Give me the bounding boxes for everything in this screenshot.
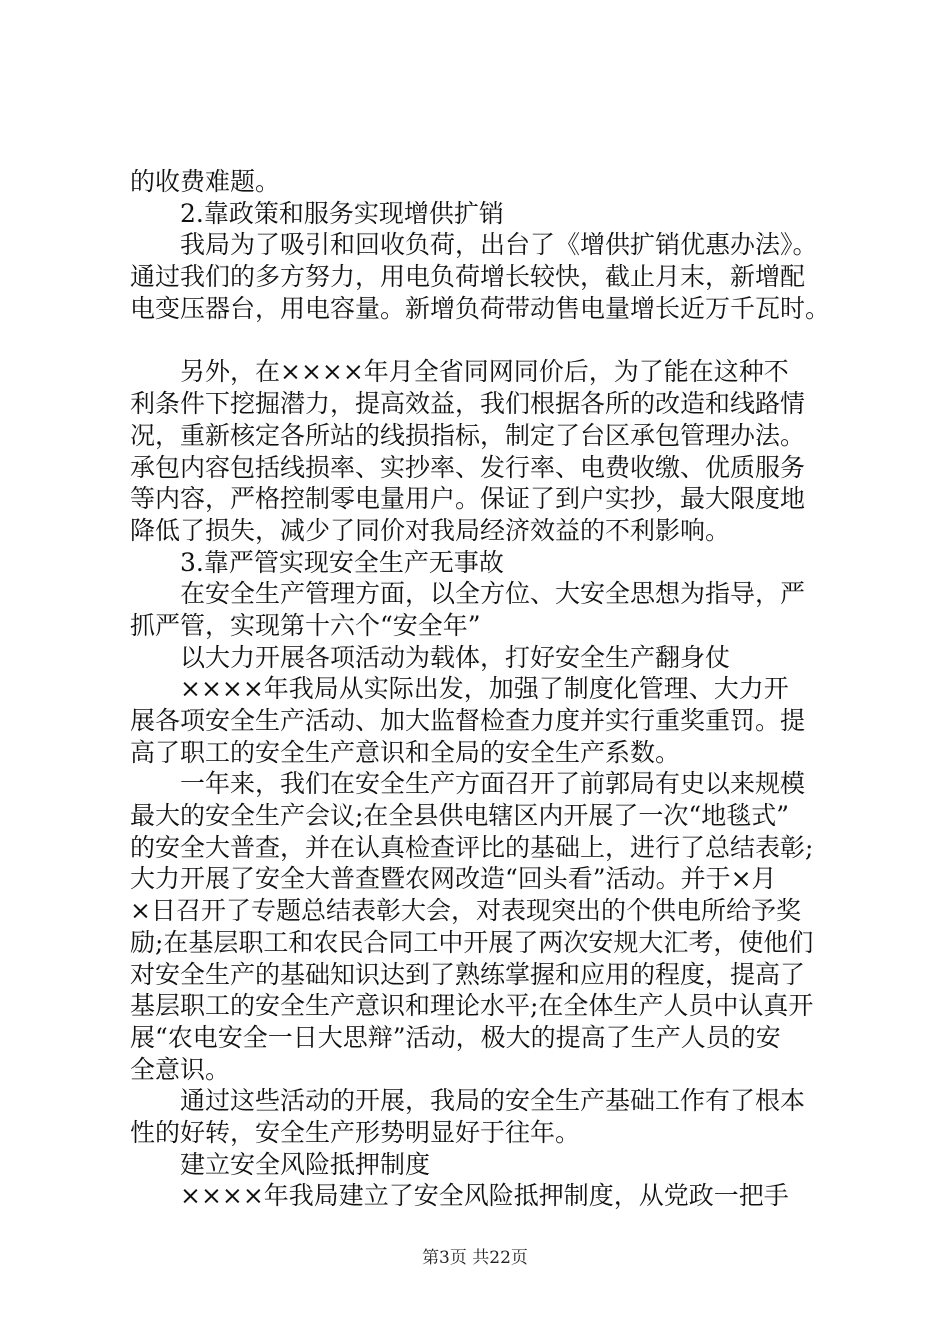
text-line: 降低了损失，减少了同价对我局经济效益的不利影响。	[130, 515, 731, 545]
text-line: 展“农电安全一日大思辩”活动，极大的提高了生产人员的安	[130, 1022, 781, 1052]
text-line: ×日召开了专题总结表彰大会，对表现突出的个供电所给予奖	[130, 896, 801, 926]
text-line: 通过我们的多方努力，用电负荷增长较快，截止月末，新增配	[130, 262, 806, 292]
text-line: 高了职工的安全生产意识和全局的安全生产系数。	[130, 737, 681, 767]
text-line: 励;在基层职工和农民合同工中开展了两次安规大汇考，使他们	[130, 927, 814, 957]
subheading: 建立安全风险抵押制度	[180, 1149, 431, 1179]
text-line: 利条件下挖掘潜力，提高效益，我们根据各所的改造和线路情	[130, 389, 806, 419]
text-line: 另外，在××××年月全省同网同价后，为了能在这种不	[180, 357, 789, 387]
text-line: 承包内容包括线损率、实抄率、发行率、电费收缴、优质服务	[130, 452, 806, 482]
text-line: 的收费难题。	[130, 167, 281, 196]
text-line: 基层职工的安全生产意识和理论水平;在全体生产人员中认真开	[130, 991, 814, 1021]
text-line: 对安全生产的基础知识达到了熟练掌握和应用的程度，提高了	[130, 959, 806, 989]
text-line: 电变压器台，用电容量。新增负荷带动售电量增长近万千瓦时。	[130, 293, 831, 323]
text-line: 一年来，我们在安全生产方面召开了前郭局有史以来规模	[180, 769, 806, 799]
text-line: 展各项安全生产活动、加大监督检查力度并实行重奖重罚。提	[130, 706, 806, 735]
text-line: 在安全生产管理方面，以全方位、大安全思想为指导，严	[180, 579, 806, 609]
text-line: 的安全大普查，并在认真检查评比的基础上，进行了总结表彰;	[130, 832, 814, 862]
text-line: 等内容，严格控制零电量用户。保证了到户实抄，最大限度地	[130, 484, 806, 514]
text-line: 通过这些活动的开展，我局的安全生产基础工作有了根本	[180, 1086, 806, 1116]
text-line: 大力开展了安全大普查暨农网改造“回头看”活动。并于×月	[130, 864, 777, 894]
section-heading: 3.靠严管实现安全生产无事故	[180, 547, 504, 577]
paragraph-gap	[130, 324, 830, 356]
text-line: ××××年我局建立了安全风险抵押制度，从党政一把手	[180, 1181, 789, 1211]
text-line: 抓严管，实现第十六个“安全年”	[130, 610, 481, 640]
text-line: 我局为了吸引和回收负荷，出台了《增供扩销优惠办法》。	[180, 230, 818, 260]
document-body	[130, 166, 830, 1212]
text-line: 性的好转，安全生产形势明显好于往年。	[130, 1117, 581, 1147]
text-line: 全意识。	[130, 1054, 231, 1084]
subheading: 以大力开展各项活动为载体，打好安全生产翻身仗	[180, 642, 731, 672]
page-footer: 第3页 共22页	[422, 1248, 528, 1268]
text-line: ××××年我局从实际出发，加强了制度化管理、大力开	[180, 674, 789, 704]
text-line: 况，重新核定各所站的线损指标，制定了台区承包管理办法。	[130, 420, 806, 450]
section-heading: 2.靠政策和服务实现增供扩销	[180, 198, 504, 228]
text-line: 最大的安全生产会议;在全县供电辖区内开展了一次“地毯式”	[130, 801, 789, 831]
